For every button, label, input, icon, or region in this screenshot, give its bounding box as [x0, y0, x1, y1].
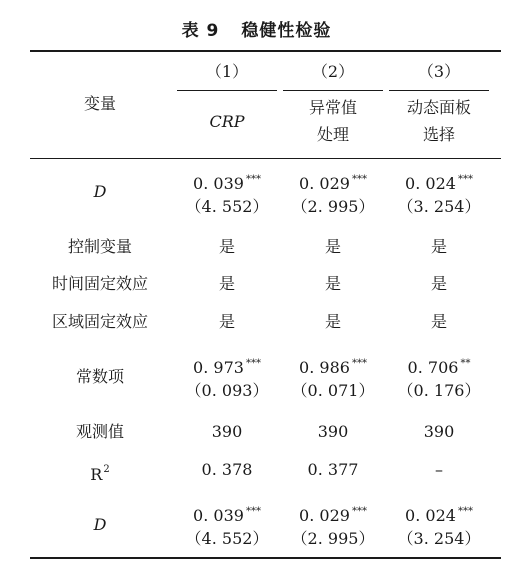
table-title — [0, 16, 513, 41]
row-time-col2: 是 — [324, 274, 341, 293]
col3-name-line2: 选择 — [422, 125, 455, 144]
row-obs-col3: 390 — [423, 422, 455, 441]
row-control-col2: 是 — [324, 237, 341, 256]
col2-name-line2: 处理 — [316, 125, 349, 144]
row-d2-se-col3: （3. 254） — [397, 529, 481, 548]
row-control-label: 控制变量 — [67, 237, 132, 256]
bottom-rule — [30, 557, 501, 559]
col1-name: CRP — [209, 112, 245, 131]
row-obs-col2: 390 — [317, 422, 349, 441]
table-caption: 稳健性检验 — [241, 21, 332, 41]
row-d2-se-col2: （2. 995） — [291, 529, 375, 548]
col2-header-rule — [283, 90, 383, 91]
col3-number: （3） — [417, 62, 461, 81]
col3-name-line1: 动态面板 — [406, 98, 471, 117]
row-d1-label: D — [93, 182, 107, 201]
row-d1-coef-col3: 0. 024 *** — [405, 174, 473, 193]
row-d2-coef-col2: 0. 029 *** — [299, 506, 367, 525]
row-const-se-col2: （0. 071） — [291, 381, 375, 400]
row-d1-coef-col2: 0. 029 *** — [299, 174, 367, 193]
row-time-col3: 是 — [430, 274, 447, 293]
row-d2-coef-col3: 0. 024 *** — [405, 506, 473, 525]
row-time-label: 时间固定效应 — [51, 274, 148, 293]
row-const-coef-col2: 0. 986 *** — [299, 358, 367, 377]
row-const-label: 常数项 — [75, 367, 124, 386]
row-obs-label: 观测值 — [75, 422, 124, 441]
row-const-se-col1: （0. 093） — [185, 381, 269, 400]
top-rule — [30, 50, 501, 52]
row-d1-coef-col1: 0. 039 *** — [193, 174, 261, 193]
row-d2-coef-col1: 0. 039 *** — [193, 506, 261, 525]
col1-number: （1） — [205, 62, 249, 81]
row-control-col3: 是 — [430, 237, 447, 256]
row-r2-col3: – — [435, 460, 443, 479]
row-r2-col2: 0. 377 — [307, 460, 359, 479]
col2-name-line1: 异常值 — [308, 98, 357, 117]
row-obs-col1: 390 — [211, 422, 243, 441]
row-region-col3: 是 — [430, 312, 447, 331]
row-const-coef-col3: 0. 706 ** — [407, 358, 471, 377]
row-const-coef-col1: 0. 973 *** — [193, 358, 261, 377]
row-r2-col1: 0. 378 — [201, 460, 253, 479]
row-const-se-col3: （0. 176） — [397, 381, 481, 400]
header-bottom-rule — [30, 158, 501, 159]
header-row-label: 变量 — [83, 94, 116, 113]
table-number: 表 9 — [181, 21, 220, 41]
row-region-label: 区域固定效应 — [51, 312, 148, 331]
row-time-col1: 是 — [218, 274, 235, 293]
row-d2-se-col1: （4. 552） — [185, 529, 269, 548]
col3-header-rule — [389, 90, 489, 91]
row-control-col1: 是 — [218, 237, 235, 256]
row-region-col2: 是 — [324, 312, 341, 331]
row-r2-label: $R^2$ — [90, 464, 110, 484]
row-d1-se-col1: （4. 552） — [185, 197, 269, 216]
row-region-col1: 是 — [218, 312, 235, 331]
col1-header-rule — [177, 90, 277, 91]
row-d2-label: D — [93, 515, 107, 534]
row-d1-se-col3: （3. 254） — [397, 197, 481, 216]
row-d1-se-col2: （2. 995） — [291, 197, 375, 216]
col2-number: （2） — [311, 62, 355, 81]
